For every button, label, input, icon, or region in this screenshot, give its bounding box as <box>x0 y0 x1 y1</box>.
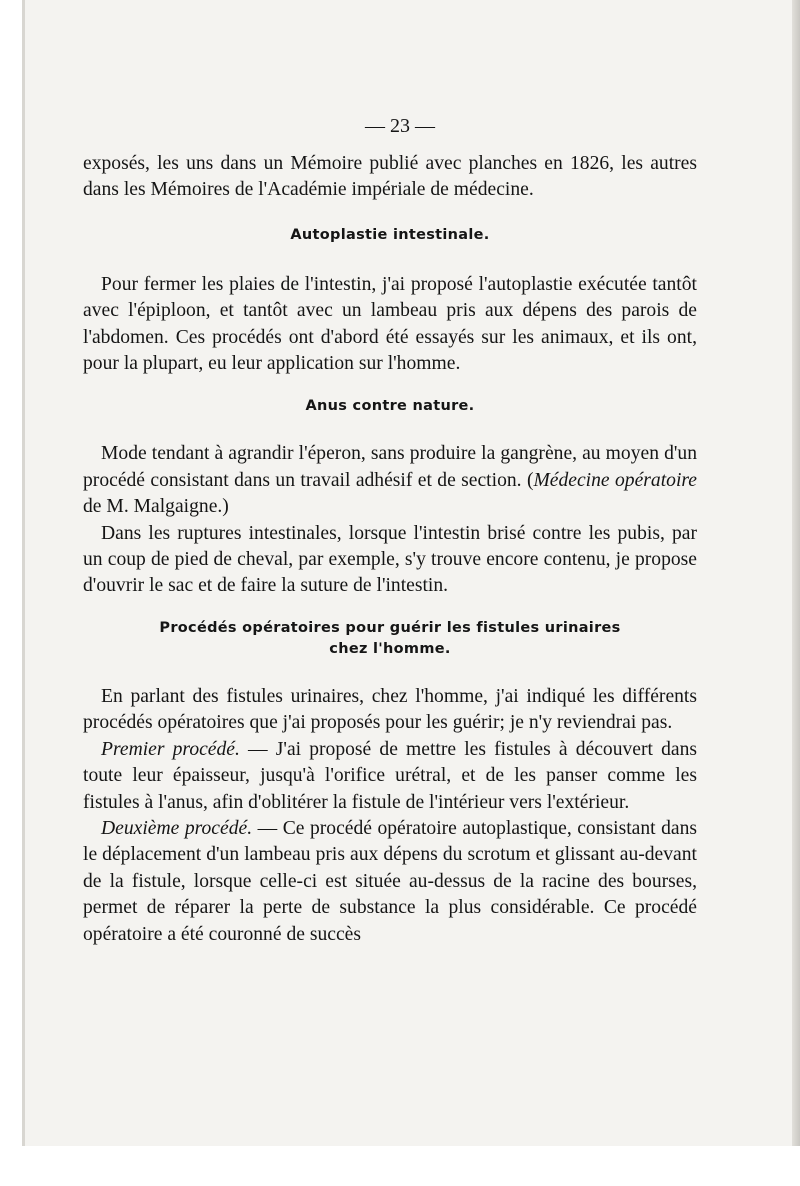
label-deuxieme-procede: Deuxième procédé. <box>101 817 253 839</box>
heading-fistules-urinaires <box>83 618 697 660</box>
text-deuxieme-procede: — Ce procédé opératoire autoplastique, consistant dans le déplacement d'un lambeau pris aux dépens du scrotum et glissant au-devant de la fistule, lorsque celle-ci est située au-dessus de la racine des bourses, permet de réparer la perte de substance la plus considérable. Ce procédé opératoire a été couronné de succès <box>83 817 697 945</box>
paragraph-anus-mode <box>83 441 697 520</box>
page-left-margin <box>0 0 22 1186</box>
page-bottom-margin <box>22 1146 800 1186</box>
heading-fistules-line-1: Procédés opératoires pour guérir les fistules urinaires <box>159 619 621 636</box>
page-text-block <box>83 113 697 948</box>
paragraph-anus-mode-text: Mode tendant à agrandir l'éperon, sans produire la gangrène, au moyen d'un procédé consistant dans un travail adhésif et de section. ( <box>83 443 697 491</box>
paragraph-fistules-intro: En parlant des fistules urinaires, chez l'homme, j'ai indiqué les différents procédés opératoires que j'ai proposés pour les guérir; je n'y reviendrai pas. <box>83 685 697 734</box>
paragraph-ruptures-intestinales: Dans les ruptures intestinales, lorsque l'intestin brisé contre les pubis, par un coup de pied de cheval, par exemple, s'y trouve encore contenu, je propose d'ouvrir le sac et de faire la suture de l'intestin. <box>83 522 697 597</box>
heading-fistules-line-2: chez l'homme. <box>329 640 451 657</box>
paragraph-deuxieme-procede <box>83 816 697 948</box>
heading-anus-contre-nature: Anus contre nature. <box>305 398 475 415</box>
paragraph-anus-mode-tail: de M. Malgaigne.) <box>83 496 229 518</box>
heading-autoplastie-intestinale: Autoplastie intestinale. <box>290 226 490 243</box>
page-number: — 23 — <box>365 115 435 137</box>
page-gutter <box>22 0 25 1186</box>
citation-medecine-operatoire: Médecine opératoire <box>533 469 697 491</box>
label-premier-procede: Premier procédé. <box>101 738 240 760</box>
paragraph-continuation: exposés, les uns dans un Mémoire publié avec planches en 1826, les autres dans les Mémoires de l'Académie impériale de médecine. <box>83 153 697 201</box>
paragraph-premier-procede <box>83 737 697 816</box>
page-right-edge <box>792 0 800 1186</box>
text-premier-procede: — J'ai proposé de mettre les fistules à découvert dans toute leur épaisseur, jusqu'à l'orifice urétral, et de les panser comme les fistules à l'anus, afin d'oblitérer la fistule de l'intérieur vers l'extérieur. <box>83 738 698 813</box>
paragraph-autoplastie: Pour fermer les plaies de l'intestin, j'ai proposé l'autoplastie exécutée tantôt avec l'épiploon, et tantôt avec un lambeau pris aux dépens des parois de l'abdomen. Ces procédés ont d'abord été essayés sur les animaux, et ils ont, pour la plupart, eu leur application sur l'homme. <box>83 273 697 375</box>
